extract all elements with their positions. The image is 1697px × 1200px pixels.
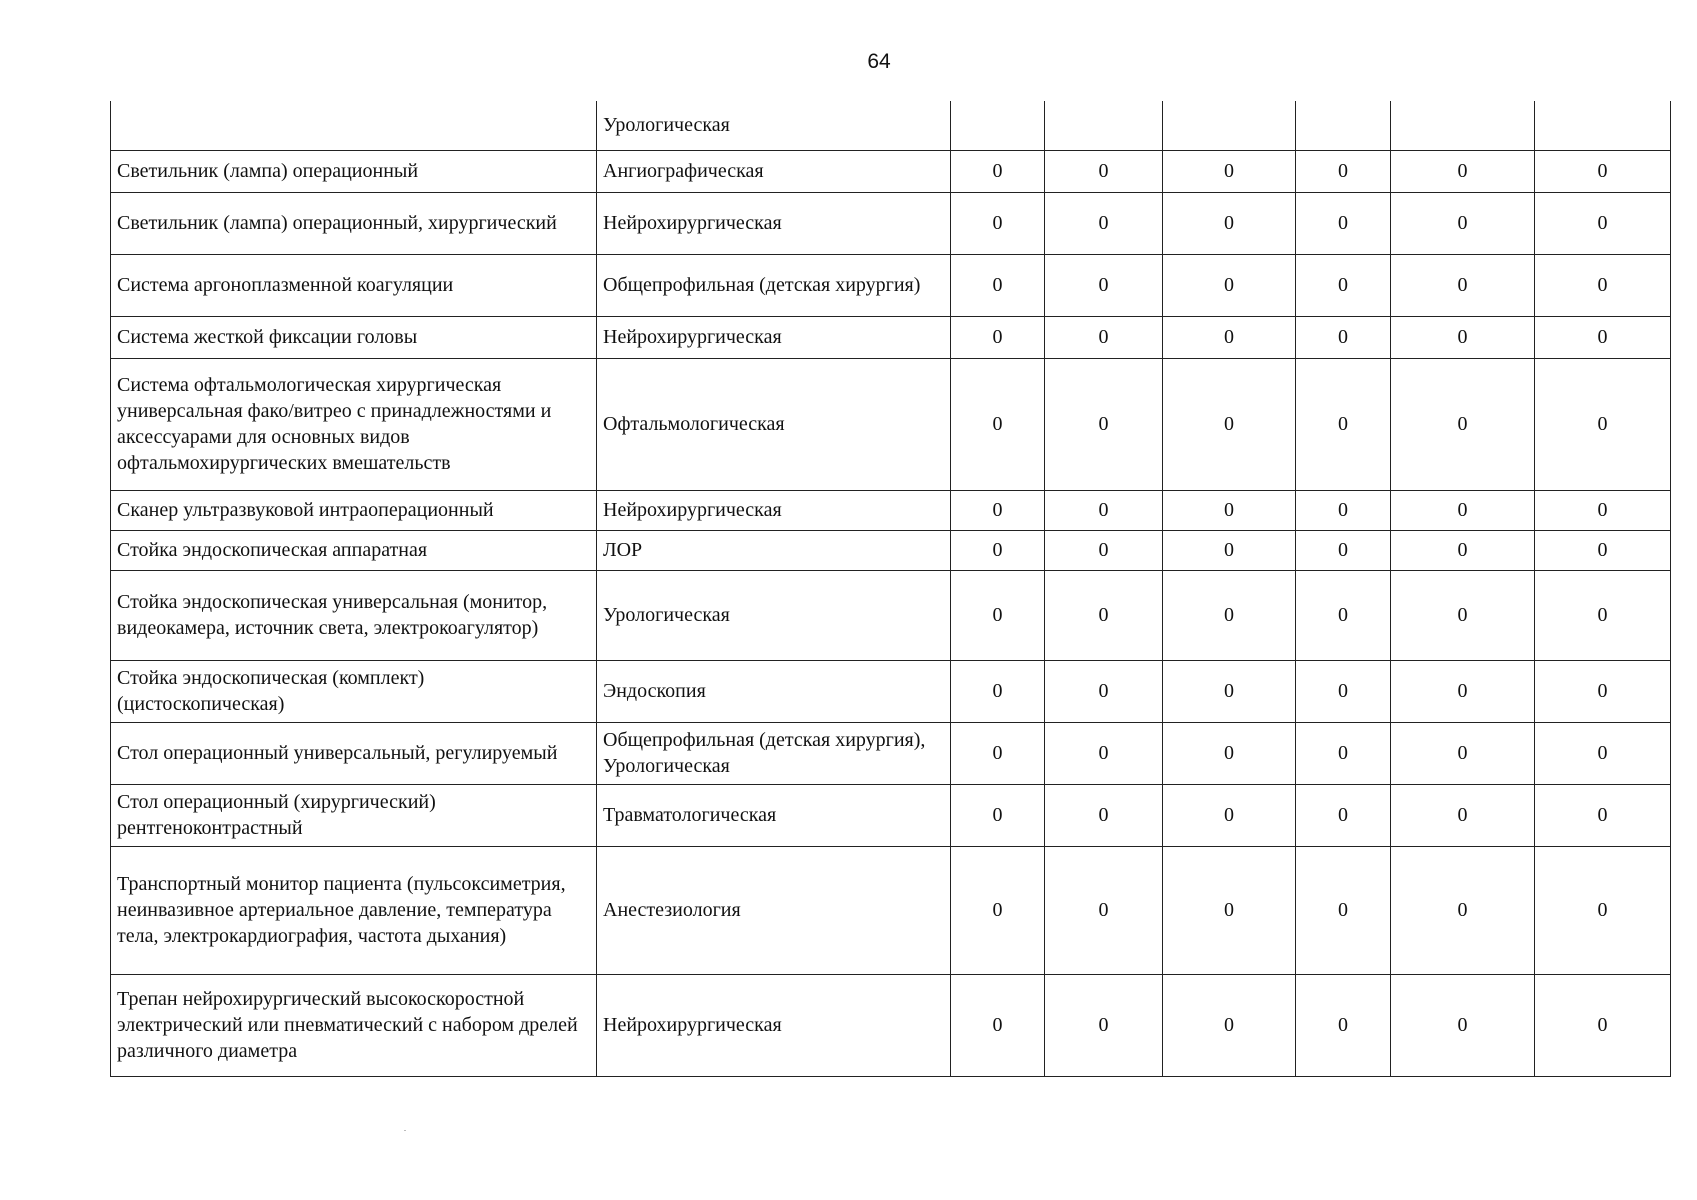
value-cell: [1296, 101, 1391, 150]
table-row: [111, 358, 1671, 490]
value-cell: 0: [1535, 530, 1671, 570]
value-cell: 0: [951, 722, 1045, 784]
value-cell: 0: [1535, 846, 1671, 974]
equipment-name-cell: Система жесткой фиксации головы: [111, 316, 597, 358]
value-cell: 0: [1535, 316, 1671, 358]
value-cell: 0: [1296, 530, 1391, 570]
value-cell: 0: [1391, 974, 1535, 1076]
table-row: [111, 570, 1671, 660]
profile-cell: Ангиографическая: [597, 150, 951, 192]
profile-cell: Нейрохирургическая: [597, 974, 951, 1076]
profile-cell: Травматологическая: [597, 784, 951, 846]
profile-cell: Урологическая: [597, 101, 951, 150]
table-row: [111, 316, 1671, 358]
value-cell: 0: [1535, 784, 1671, 846]
value-cell: 0: [951, 150, 1045, 192]
equipment-name-cell: Система аргоноплазменной коагуляции: [111, 254, 597, 316]
value-cell: 0: [1391, 784, 1535, 846]
value-cell: 0: [951, 570, 1045, 660]
profile-cell: Общепрофильная (детская хирургия): [597, 254, 951, 316]
page-number: 64: [867, 50, 891, 73]
profile-cell: Урологическая: [597, 570, 951, 660]
value-cell: 0: [1163, 570, 1296, 660]
value-cell: 0: [951, 490, 1045, 530]
value-cell: 0: [1391, 358, 1535, 490]
value-cell: 0: [951, 660, 1045, 722]
profile-cell: Эндоскопия: [597, 660, 951, 722]
value-cell: 0: [1163, 490, 1296, 530]
value-cell: 0: [1391, 570, 1535, 660]
equipment-name-cell: Система офтальмологическая хирургическая универсальная фако/витрео с принадлежностями и аксессуарами для основных видов офтальмохирургических вмешательств: [111, 358, 597, 490]
value-cell: [1045, 101, 1163, 150]
value-cell: 0: [951, 254, 1045, 316]
table-row: [111, 722, 1671, 784]
value-cell: 0: [1296, 254, 1391, 316]
value-cell: 0: [1163, 316, 1296, 358]
value-cell: 0: [1535, 490, 1671, 530]
value-cell: 0: [1535, 192, 1671, 254]
value-cell: 0: [1535, 570, 1671, 660]
value-cell: 0: [1296, 974, 1391, 1076]
value-cell: 0: [1535, 254, 1671, 316]
value-cell: 0: [1535, 974, 1671, 1076]
value-cell: [951, 101, 1045, 150]
value-cell: 0: [1163, 358, 1296, 490]
value-cell: 0: [1391, 490, 1535, 530]
profile-cell: Нейрохирургическая: [597, 316, 951, 358]
value-cell: 0: [1045, 316, 1163, 358]
value-cell: 0: [1391, 722, 1535, 784]
equipment-name-cell: [111, 101, 597, 150]
table-row: [111, 192, 1671, 254]
value-cell: 0: [1163, 530, 1296, 570]
value-cell: 0: [1163, 784, 1296, 846]
table-row: [111, 660, 1671, 722]
table-row: [111, 254, 1671, 316]
equipment-table: [110, 101, 1671, 1077]
table-row: [111, 101, 1671, 150]
value-cell: 0: [1163, 192, 1296, 254]
value-cell: [1163, 101, 1296, 150]
value-cell: 0: [1296, 490, 1391, 530]
value-cell: 0: [1045, 530, 1163, 570]
profile-cell: ЛОР: [597, 530, 951, 570]
table-row: [111, 530, 1671, 570]
value-cell: 0: [1296, 660, 1391, 722]
table-row: [111, 490, 1671, 530]
value-cell: 0: [1045, 358, 1163, 490]
profile-cell: Нейрохирургическая: [597, 490, 951, 530]
value-cell: 0: [1163, 722, 1296, 784]
value-cell: 0: [1163, 660, 1296, 722]
value-cell: 0: [1163, 254, 1296, 316]
value-cell: 0: [1163, 150, 1296, 192]
value-cell: 0: [1296, 358, 1391, 490]
profile-cell: Анестезиология: [597, 846, 951, 974]
value-cell: 0: [1296, 192, 1391, 254]
equipment-name-cell: Стойка эндоскопическая универсальная (монитор, видеокамера, источник света, электрокоагулятор): [111, 570, 597, 660]
table-row: [111, 974, 1671, 1076]
value-cell: 0: [951, 316, 1045, 358]
profile-cell: Офтальмологическая: [597, 358, 951, 490]
equipment-name-cell: Стол операционный универсальный, регулируемый: [111, 722, 597, 784]
value-cell: 0: [1045, 490, 1163, 530]
value-cell: 0: [951, 784, 1045, 846]
equipment-name-cell: Светильник (лампа) операционный: [111, 150, 597, 192]
value-cell: 0: [1391, 530, 1535, 570]
equipment-name-cell: Сканер ультразвуковой интраоперационный: [111, 490, 597, 530]
value-cell: 0: [1391, 316, 1535, 358]
profile-cell: Нейрохирургическая: [597, 192, 951, 254]
profile-cell: Общепрофильная (детская хирургия), Урологическая: [597, 722, 951, 784]
scan-mark: [404, 1130, 406, 1131]
value-cell: 0: [951, 192, 1045, 254]
table-row: [111, 784, 1671, 846]
value-cell: 0: [1296, 150, 1391, 192]
value-cell: 0: [1296, 784, 1391, 846]
value-cell: 0: [1045, 254, 1163, 316]
value-cell: 0: [1163, 974, 1296, 1076]
value-cell: 0: [1045, 150, 1163, 192]
equipment-name-cell: Транспортный монитор пациента (пульсоксиметрия, неинвазивное артериальное давление, температура тела, электрокардиография, частота дыхания): [111, 846, 597, 974]
value-cell: 0: [1391, 192, 1535, 254]
value-cell: 0: [951, 974, 1045, 1076]
value-cell: 0: [1391, 150, 1535, 192]
equipment-name-cell: Светильник (лампа) операционный, хирургический: [111, 192, 597, 254]
value-cell: 0: [1296, 722, 1391, 784]
value-cell: 0: [1296, 846, 1391, 974]
value-cell: 0: [1045, 192, 1163, 254]
value-cell: 0: [1045, 722, 1163, 784]
value-cell: 0: [951, 358, 1045, 490]
value-cell: 0: [1535, 358, 1671, 490]
value-cell: 0: [1045, 846, 1163, 974]
value-cell: 0: [1535, 660, 1671, 722]
value-cell: 0: [1045, 974, 1163, 1076]
value-cell: 0: [951, 530, 1045, 570]
value-cell: [1391, 101, 1535, 150]
value-cell: 0: [1296, 570, 1391, 660]
value-cell: 0: [1535, 150, 1671, 192]
table-row: [111, 846, 1671, 974]
value-cell: 0: [951, 846, 1045, 974]
value-cell: 0: [1045, 570, 1163, 660]
value-cell: 0: [1163, 846, 1296, 974]
equipment-name-cell: Стойка эндоскопическая аппаратная: [111, 530, 597, 570]
value-cell: 0: [1391, 254, 1535, 316]
value-cell: 0: [1045, 784, 1163, 846]
table-row: [111, 150, 1671, 192]
value-cell: 0: [1535, 722, 1671, 784]
equipment-name-cell: Стойка эндоскопическая (комплект)(цистоскопическая): [111, 660, 597, 722]
value-cell: 0: [1045, 660, 1163, 722]
value-cell: [1535, 101, 1671, 150]
value-cell: 0: [1391, 846, 1535, 974]
value-cell: 0: [1391, 660, 1535, 722]
equipment-name-cell: Трепан нейрохирургический высокоскоростной электрический или пневматический с набором дрелей различного диаметра: [111, 974, 597, 1076]
value-cell: 0: [1296, 316, 1391, 358]
equipment-table-body: [111, 101, 1671, 1076]
equipment-name-cell: Стол операционный (хирургический) рентгеноконтрастный: [111, 784, 597, 846]
